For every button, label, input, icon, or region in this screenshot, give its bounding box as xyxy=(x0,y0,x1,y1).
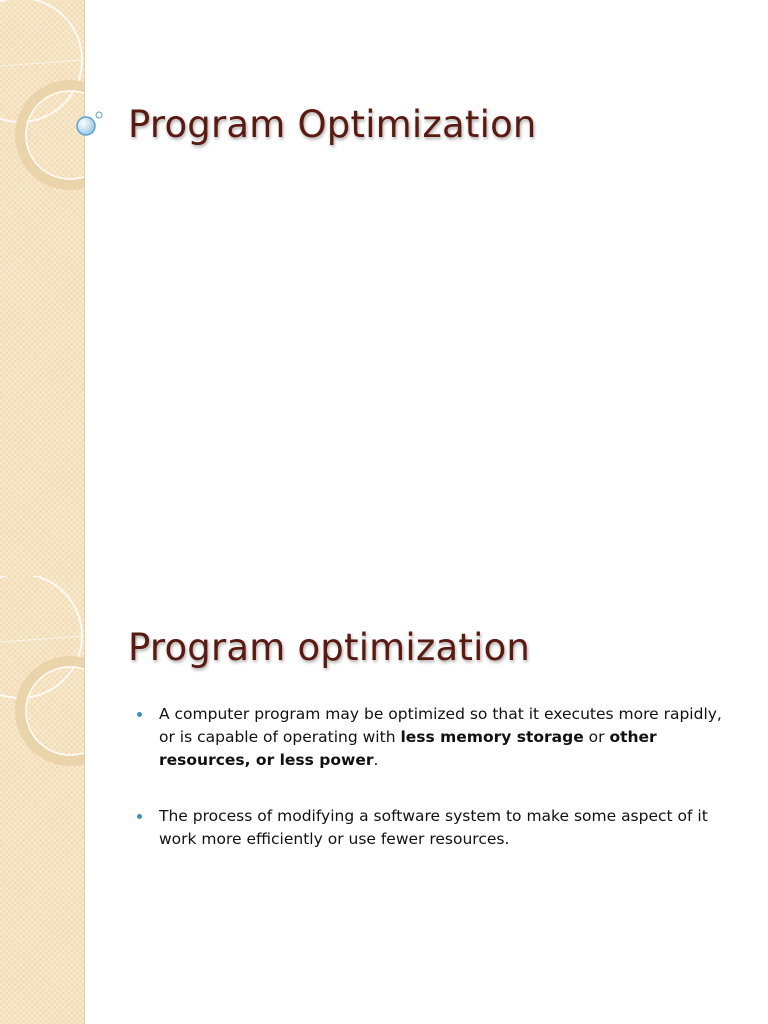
circle-decoration-icon xyxy=(0,576,84,1024)
bullet-text: A computer program may be optimized so that it executes more rapidly, or is capable of operating with xyxy=(159,705,722,746)
bullet-text: The process of modifying a software system to make some aspect of it work more efficiently or use fewer resources. xyxy=(159,807,708,848)
slide-2 xyxy=(0,576,768,1024)
slide-title: Program optimization xyxy=(128,626,531,669)
bullet-list xyxy=(132,703,732,884)
slide-title: Program Optimization xyxy=(128,103,537,146)
bold-text: other resources, or less power xyxy=(159,728,657,769)
bullet-item xyxy=(132,805,732,851)
bold-text: less memory storage xyxy=(400,728,584,746)
bullet-text: . xyxy=(373,751,379,769)
decorative-sidebar xyxy=(0,0,85,576)
bullet-text: or xyxy=(583,728,610,746)
decorative-sidebar xyxy=(0,576,85,1024)
circle-decoration-icon xyxy=(0,0,84,576)
bullet-item xyxy=(132,703,732,772)
bubble-icon xyxy=(74,108,106,140)
bullet-dot-icon xyxy=(137,712,142,717)
bullet-dot-icon xyxy=(137,814,142,819)
